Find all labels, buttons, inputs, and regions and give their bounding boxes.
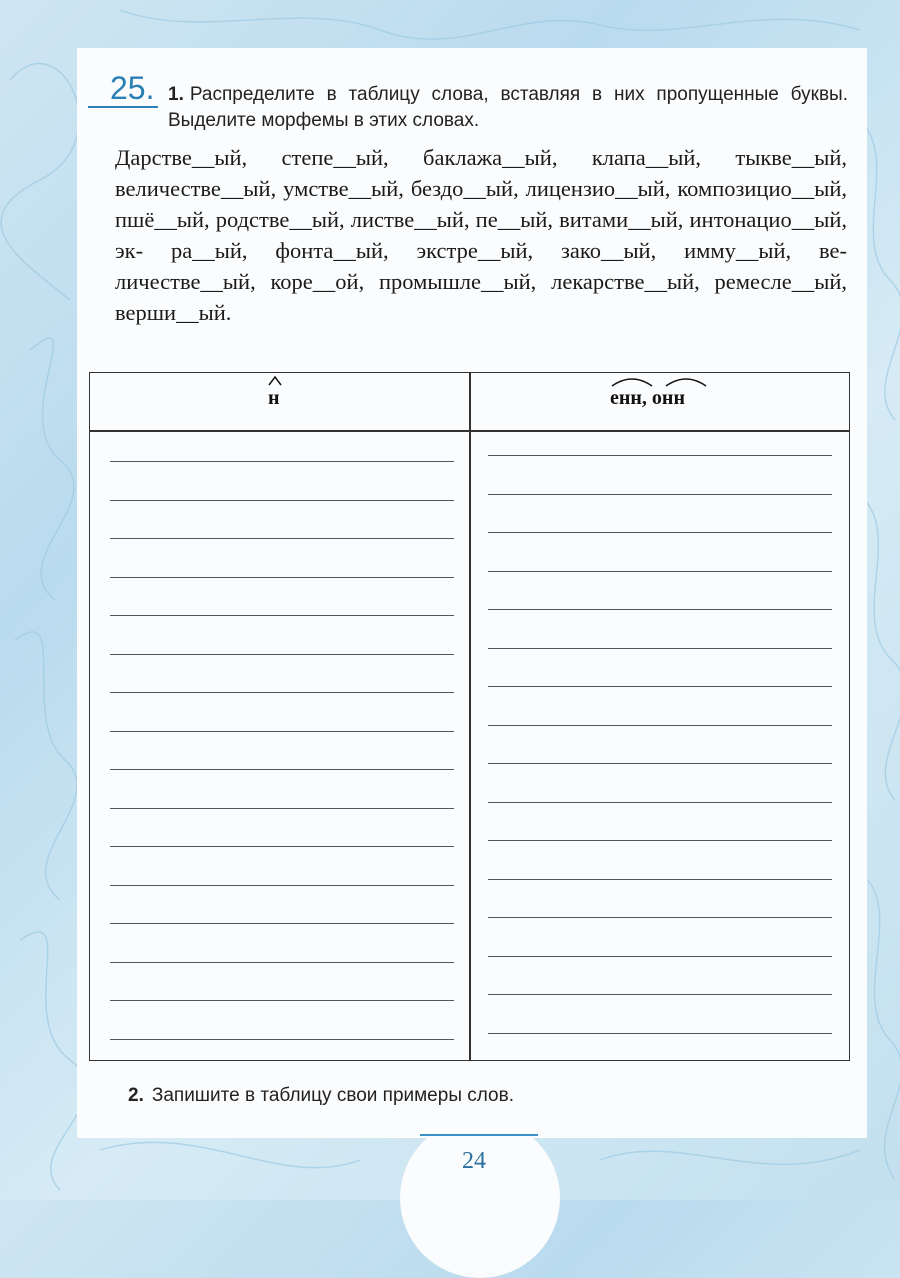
- writing-line-left[interactable]: [110, 769, 454, 770]
- word-item: фонта__ый,: [275, 238, 389, 263]
- word-item: величестве__ый,: [115, 176, 277, 201]
- writing-line-right[interactable]: [488, 494, 832, 495]
- writing-line-right[interactable]: [488, 648, 832, 649]
- writing-line-left[interactable]: [110, 808, 454, 809]
- writing-line-left[interactable]: [110, 1039, 454, 1040]
- writing-line-left[interactable]: [110, 500, 454, 501]
- writing-line-right[interactable]: [488, 879, 832, 880]
- writing-line-left[interactable]: [110, 692, 454, 693]
- writing-line-left[interactable]: [110, 731, 454, 732]
- writing-line-left[interactable]: [110, 461, 454, 462]
- word-item: ра__ый,: [170, 238, 248, 263]
- word-item: промышле__ый,: [379, 269, 537, 294]
- word-item: витами__ый,: [559, 207, 684, 232]
- writing-line-right[interactable]: [488, 917, 832, 918]
- word-item: тыкве__ый,: [735, 145, 848, 170]
- writing-line-right[interactable]: [488, 455, 832, 456]
- writing-line-right[interactable]: [488, 956, 832, 957]
- writing-line-right[interactable]: [488, 802, 832, 803]
- word-item: личестве__ый,: [115, 269, 256, 294]
- page-number-rule: [420, 1134, 538, 1136]
- task-2-text: Запишите в таблицу свои примеры слов.: [151, 1085, 514, 1106]
- column-header-enn-onn: [610, 387, 685, 410]
- task-1-instruction: [168, 82, 848, 134]
- word-item: лекарстве__ый,: [551, 269, 700, 294]
- writing-line-right[interactable]: [488, 609, 832, 610]
- writing-line-right[interactable]: [488, 763, 832, 764]
- task-1-number: 1.: [168, 84, 184, 105]
- page-number-badge: [400, 1118, 560, 1278]
- writing-line-right[interactable]: [488, 725, 832, 726]
- word-item: ве-: [819, 238, 848, 263]
- word-item: умстве__ый,: [283, 176, 404, 201]
- word-item: верши__ый.: [115, 300, 232, 325]
- word-item: родстве__ый,: [215, 207, 345, 232]
- writing-line-left[interactable]: [110, 538, 454, 539]
- writing-line-left[interactable]: [110, 846, 454, 847]
- word-item: Дарстве__ый,: [115, 145, 248, 170]
- writing-line-right[interactable]: [488, 571, 832, 572]
- column-header-enn-onn-label: енн, онн: [610, 387, 685, 409]
- word-item: листве__ый,: [350, 207, 470, 232]
- column-header-n-label: н: [268, 387, 280, 409]
- task-2-instruction: [128, 1085, 514, 1107]
- word-item: композицио__ый,: [677, 176, 848, 201]
- exercise-number-block: [88, 70, 168, 110]
- writing-line-right[interactable]: [488, 532, 832, 533]
- writing-line-left[interactable]: [110, 885, 454, 886]
- word-item: эк-: [115, 238, 144, 263]
- word-item: пшё__ый,: [115, 207, 210, 232]
- column-header-n: [268, 387, 280, 410]
- word-item: лицензио__ый,: [525, 176, 671, 201]
- word-item: пе__ый,: [475, 207, 553, 232]
- word-item: имму__ый,: [684, 238, 792, 263]
- page-number: 24: [462, 1148, 486, 1174]
- writing-line-left[interactable]: [110, 615, 454, 616]
- writing-line-right[interactable]: [488, 994, 832, 995]
- writing-line-left[interactable]: [110, 654, 454, 655]
- word-item: коре__ой,: [270, 269, 365, 294]
- word-item: бездо__ый,: [410, 176, 519, 201]
- word-list: [115, 142, 847, 328]
- word-item: зако__ый,: [561, 238, 657, 263]
- word-item: интонацио__ый,: [689, 207, 848, 232]
- writing-line-left[interactable]: [110, 962, 454, 963]
- word-item: клапа__ый,: [591, 145, 701, 170]
- writing-line-right[interactable]: [488, 1033, 832, 1034]
- word-item: баклажа__ый,: [423, 145, 558, 170]
- writing-line-left[interactable]: [110, 577, 454, 578]
- exercise-number-underline: [88, 106, 158, 108]
- task-2-number: 2.: [128, 1085, 144, 1106]
- table-header-line: [90, 430, 849, 432]
- table-column-divider: [469, 373, 471, 1060]
- word-item: ремесле__ый,: [714, 269, 848, 294]
- suffix-mark-icon: [268, 375, 282, 387]
- answer-table: [89, 372, 850, 1061]
- suffix-mark-icon: [610, 375, 710, 387]
- word-item: степе__ый,: [281, 145, 389, 170]
- exercise-number: 25.: [110, 70, 155, 106]
- writing-line-right[interactable]: [488, 686, 832, 687]
- writing-line-right[interactable]: [488, 840, 832, 841]
- word-item: экстре__ый,: [416, 238, 534, 263]
- writing-line-left[interactable]: [110, 1000, 454, 1001]
- writing-line-left[interactable]: [110, 923, 454, 924]
- task-1-text: Распределите в таблицу слова, вставляя в них пропущенные буквы. Выделите морфемы в этих словах.: [168, 84, 848, 131]
